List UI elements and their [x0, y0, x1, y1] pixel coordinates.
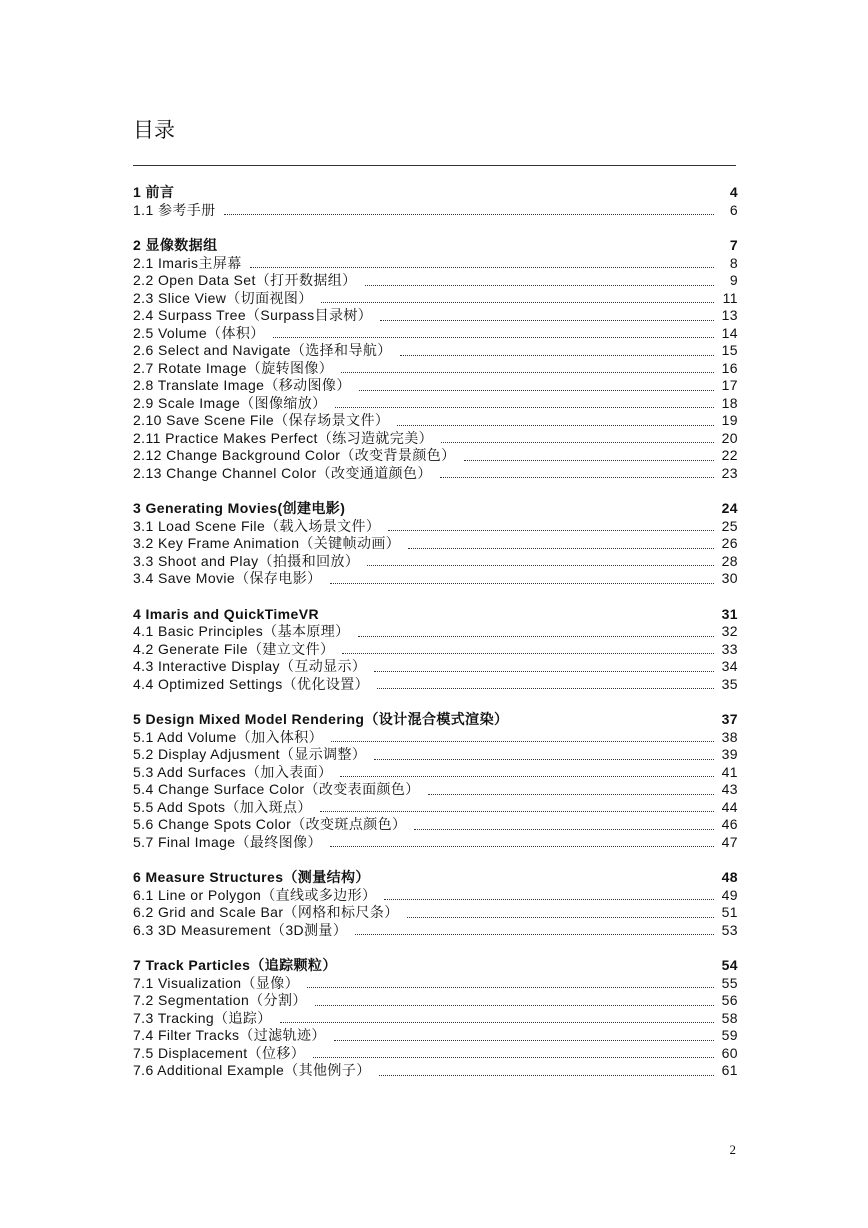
toc-page-number: 33 — [721, 640, 738, 657]
toc-section-entry[interactable] — [133, 1045, 738, 1063]
toc-section-entry[interactable] — [133, 395, 738, 413]
toc-chapter-section — [133, 957, 738, 1080]
toc-section-entry[interactable] — [133, 834, 738, 852]
dot-leader — [428, 794, 714, 795]
toc-page-number: 9 — [729, 272, 738, 288]
toc-page-number: 34 — [721, 658, 738, 674]
dot-leader — [414, 829, 713, 830]
dot-leader — [313, 1057, 713, 1058]
toc-page-number: 31 — [721, 605, 738, 622]
toc-section-entry[interactable] — [133, 729, 738, 747]
toc-entry-title: 7.5 Displacement（位移） — [133, 1044, 306, 1061]
toc-page-number: 55 — [721, 974, 738, 991]
toc-page-number: 46 — [721, 816, 738, 832]
toc-entry-title: 3 Generating Movies(创建电影) — [133, 500, 346, 516]
dot-leader — [321, 302, 714, 303]
toc-entry-title: 6.2 Grid and Scale Bar（网格和标尺条） — [133, 904, 399, 920]
toc-page-number: 14 — [721, 324, 738, 341]
toc-section-entry[interactable] — [133, 518, 738, 536]
toc-page-number: 41 — [721, 763, 738, 780]
toc-entry-title: 3.2 Key Frame Animation（关键帧动画） — [133, 535, 401, 551]
toc-entry-title: 7.2 Segmentation（分割） — [133, 992, 307, 1008]
toc-entry-title: 6 Measure Structures（测量结构） — [133, 869, 370, 885]
toc-section-entry[interactable] — [133, 676, 738, 694]
toc-section-entry[interactable] — [133, 272, 738, 290]
toc-entry-title: 2.10 Save Scene File（保存场景文件） — [133, 412, 390, 428]
toc-section-entry[interactable] — [133, 307, 738, 325]
toc-entry-title: 2.1 Imaris主屏幕 — [133, 254, 242, 271]
toc-section-entry[interactable] — [133, 1062, 738, 1080]
dot-leader — [388, 530, 713, 531]
toc-page-number: 17 — [721, 377, 738, 393]
toc-entry-title: 2.5 Volume（体积） — [133, 324, 265, 341]
toc-page-number: 15 — [721, 342, 738, 358]
toc-entry-title: 4 Imaris and QuickTimeVR — [133, 605, 319, 622]
dot-leader — [359, 390, 714, 391]
toc-page-number: 49 — [721, 886, 738, 903]
toc-entry-title: 5.4 Change Surface Color（改变表面颜色） — [133, 781, 420, 797]
toc-section-entry[interactable] — [133, 553, 738, 571]
toc-section-entry[interactable] — [133, 377, 738, 395]
toc-chapter-section — [133, 237, 738, 482]
dot-leader — [331, 741, 714, 742]
toc-entry-title: 7.6 Additional Example（其他例子） — [133, 1062, 371, 1078]
toc-entry-title: 2.11 Practice Makes Perfect（练习造就完美） — [133, 429, 434, 446]
dot-leader — [384, 899, 713, 900]
toc-page-number: 24 — [721, 500, 738, 516]
toc-page-number: 37 — [721, 711, 738, 727]
toc-entry-title: 2.2 Open Data Set（打开数据组） — [133, 272, 357, 288]
toc-page-number: 11 — [722, 289, 738, 306]
dot-leader — [330, 583, 714, 584]
toc-section-entry[interactable] — [133, 202, 738, 220]
toc-entry-title: 2.12 Change Background Color（改变背景颜色） — [133, 447, 456, 463]
toc-entry-title: 6.1 Line or Polygon（直线或多边形） — [133, 886, 377, 903]
dot-leader — [408, 548, 713, 549]
toc-section-entry[interactable] — [133, 922, 738, 940]
toc-page-number: 44 — [721, 798, 738, 815]
toc-section-entry[interactable] — [133, 447, 738, 465]
dot-leader — [250, 267, 714, 268]
toc-chapter-entry[interactable] — [133, 237, 738, 255]
toc-section-entry[interactable] — [133, 623, 738, 641]
toc-entry-title: 1 前言 — [133, 184, 175, 200]
toc-entry-title: 1.1 参考手册 — [133, 201, 216, 218]
dot-leader — [315, 1005, 714, 1006]
toc-chapter-section — [133, 500, 738, 588]
toc-chapter-entry[interactable] — [133, 869, 738, 887]
toc-entry-title: 4.4 Optimized Settings（优化设置） — [133, 675, 370, 692]
toc-page-number: 6 — [729, 201, 738, 218]
toc-page-number: 56 — [721, 992, 738, 1008]
toc-entry-title: 5 Design Mixed Model Rendering（设计混合模式渲染） — [133, 711, 509, 727]
toc-chapter-entry[interactable] — [133, 957, 738, 975]
toc-entry-title: 3.4 Save Movie（保存电影） — [133, 570, 322, 586]
dot-leader — [365, 285, 714, 286]
toc-entry-title: 7.3 Tracking（追踪） — [133, 1009, 272, 1026]
toc-page-number: 23 — [721, 464, 738, 481]
toc-entry-title: 5.3 Add Surfaces（加入表面） — [133, 763, 333, 780]
dot-leader — [374, 759, 713, 760]
dot-leader — [342, 653, 713, 654]
toc-entry-title: 5.7 Final Image（最终图像） — [133, 833, 322, 850]
toc-entry-title: 2.9 Scale Image（图像缩放） — [133, 394, 327, 411]
dot-leader — [334, 1040, 714, 1041]
toc-page-number: 26 — [721, 535, 738, 551]
toc-section-entry[interactable] — [133, 799, 738, 817]
toc-section-entry[interactable] — [133, 641, 738, 659]
dot-leader — [340, 776, 713, 777]
toc-page-number: 30 — [721, 570, 738, 586]
toc-section-entry[interactable] — [133, 781, 738, 799]
toc-section-entry[interactable] — [133, 342, 738, 360]
toc-entry-title: 5.1 Add Volume（加入体积） — [133, 728, 324, 745]
dot-leader — [397, 425, 713, 426]
toc-section-entry[interactable] — [133, 465, 738, 483]
toc-entry-title: 2.6 Select and Navigate（选择和导航） — [133, 342, 392, 358]
toc-chapter-entry[interactable] — [133, 500, 738, 518]
dot-leader — [330, 846, 714, 847]
title-divider — [133, 165, 736, 166]
toc-section-entry[interactable] — [133, 430, 738, 448]
toc-section-entry[interactable] — [133, 325, 738, 343]
dot-leader — [407, 917, 714, 918]
toc-entry-title: 5.5 Add Spots（加入斑点） — [133, 798, 312, 815]
dot-leader — [379, 1075, 714, 1076]
toc-entry-title: 2 显像数据组 — [133, 237, 218, 253]
dot-leader — [400, 355, 714, 356]
toc-page-number: 35 — [721, 675, 738, 692]
toc-page-number: 32 — [721, 623, 738, 639]
toc-chapter-section — [133, 606, 738, 694]
dot-leader — [358, 636, 714, 637]
toc-section-entry[interactable] — [133, 570, 738, 588]
toc-entry-title: 2.4 Surpass Tree（Surpass目录树） — [133, 307, 373, 323]
toc-page-number: 43 — [721, 781, 738, 797]
toc-section-entry[interactable] — [133, 412, 738, 430]
toc-entry-title: 7.4 Filter Tracks（过滤轨迹） — [133, 1027, 326, 1043]
dot-leader — [440, 477, 714, 478]
dot-leader — [335, 407, 714, 408]
toc-chapter-section — [133, 869, 738, 939]
dot-leader — [355, 934, 713, 935]
toc-section-entry[interactable] — [133, 1027, 738, 1045]
dot-leader — [377, 688, 714, 689]
dot-leader — [380, 320, 713, 321]
toc-entry-title: 5.6 Change Spots Color（改变斑点颜色） — [133, 816, 407, 832]
toc-entry-title: 3.3 Shoot and Play（拍摄和回放） — [133, 552, 360, 569]
toc-section-entry[interactable] — [133, 887, 738, 905]
toc-page-number: 60 — [721, 1044, 738, 1061]
dot-leader — [307, 987, 714, 988]
dot-leader — [280, 1022, 714, 1023]
toc-section-entry[interactable] — [133, 535, 738, 553]
dot-leader — [273, 337, 714, 338]
toc-chapter-section — [133, 711, 738, 851]
table-of-contents — [133, 184, 738, 1098]
toc-page-number: 28 — [721, 552, 738, 569]
toc-entry-title: 4.1 Basic Principles（基本原理） — [133, 623, 350, 639]
toc-page-number: 51 — [721, 904, 738, 920]
toc-page-number: 58 — [721, 1009, 738, 1026]
toc-entry-title: 7.1 Visualization（显像） — [133, 974, 300, 991]
toc-chapter-section — [133, 184, 738, 219]
dot-leader — [224, 214, 714, 215]
dot-leader — [464, 460, 714, 461]
toc-page-number: 20 — [721, 429, 738, 446]
toc-page-number: 25 — [721, 517, 738, 534]
toc-page-number: 48 — [721, 869, 738, 885]
toc-entry-title: 7 Track Particles（追踪颗粒） — [133, 957, 337, 973]
toc-entry-title: 2.13 Change Channel Color（改变通道颜色） — [133, 464, 432, 481]
toc-page-number: 13 — [721, 307, 738, 323]
toc-entry-title: 5.2 Display Adjusment（显示调整） — [133, 746, 367, 762]
toc-chapter-entry[interactable] — [133, 184, 738, 202]
toc-section-entry[interactable] — [133, 1010, 738, 1028]
toc-section-entry[interactable] — [133, 255, 738, 273]
dot-leader — [367, 565, 713, 566]
toc-page-number: 16 — [721, 359, 738, 376]
toc-page-number: 7 — [729, 237, 738, 253]
toc-page-number: 18 — [721, 394, 738, 411]
toc-section-entry[interactable] — [133, 290, 738, 308]
toc-entry-title: 2.7 Rotate Image（旋转图像） — [133, 359, 334, 376]
toc-section-entry[interactable] — [133, 992, 738, 1010]
toc-page-number: 59 — [721, 1027, 738, 1043]
toc-page-number: 61 — [721, 1062, 738, 1078]
dot-leader — [341, 372, 713, 373]
page-title: 目录 — [133, 118, 175, 142]
toc-page-number: 22 — [721, 447, 738, 463]
toc-chapter-entry[interactable] — [133, 606, 738, 624]
toc-section-entry[interactable] — [133, 658, 738, 676]
toc-entry-title: 2.3 Slice View（切面视图） — [133, 289, 313, 306]
toc-page-number: 19 — [721, 412, 738, 428]
toc-section-entry[interactable] — [133, 746, 738, 764]
toc-entry-title: 4.2 Generate File（建立文件） — [133, 640, 335, 657]
toc-page-number: 54 — [721, 957, 738, 973]
toc-section-entry[interactable] — [133, 764, 738, 782]
toc-section-entry[interactable] — [133, 816, 738, 834]
toc-page-number: 39 — [721, 746, 738, 762]
dot-leader — [320, 811, 714, 812]
toc-chapter-entry[interactable] — [133, 711, 738, 729]
toc-page-number: 38 — [721, 728, 738, 745]
toc-section-entry[interactable] — [133, 975, 738, 993]
toc-entry-title: 2.8 Translate Image（移动图像） — [133, 377, 351, 393]
toc-entry-title: 3.1 Load Scene File（载入场景文件） — [133, 517, 381, 534]
toc-page-number: 8 — [729, 254, 738, 271]
toc-entry-title: 6.3 3D Measurement（3D测量） — [133, 921, 348, 938]
page-number: 2 — [729, 1142, 736, 1157]
toc-entry-title: 4.3 Interactive Display（互动显示） — [133, 658, 367, 674]
toc-section-entry[interactable] — [133, 360, 738, 378]
toc-page-number: 4 — [729, 184, 738, 200]
toc-section-entry[interactable] — [133, 904, 738, 922]
dot-leader — [441, 442, 714, 443]
toc-page-number: 53 — [721, 921, 738, 938]
dot-leader — [374, 671, 713, 672]
toc-page-number: 47 — [721, 833, 738, 850]
